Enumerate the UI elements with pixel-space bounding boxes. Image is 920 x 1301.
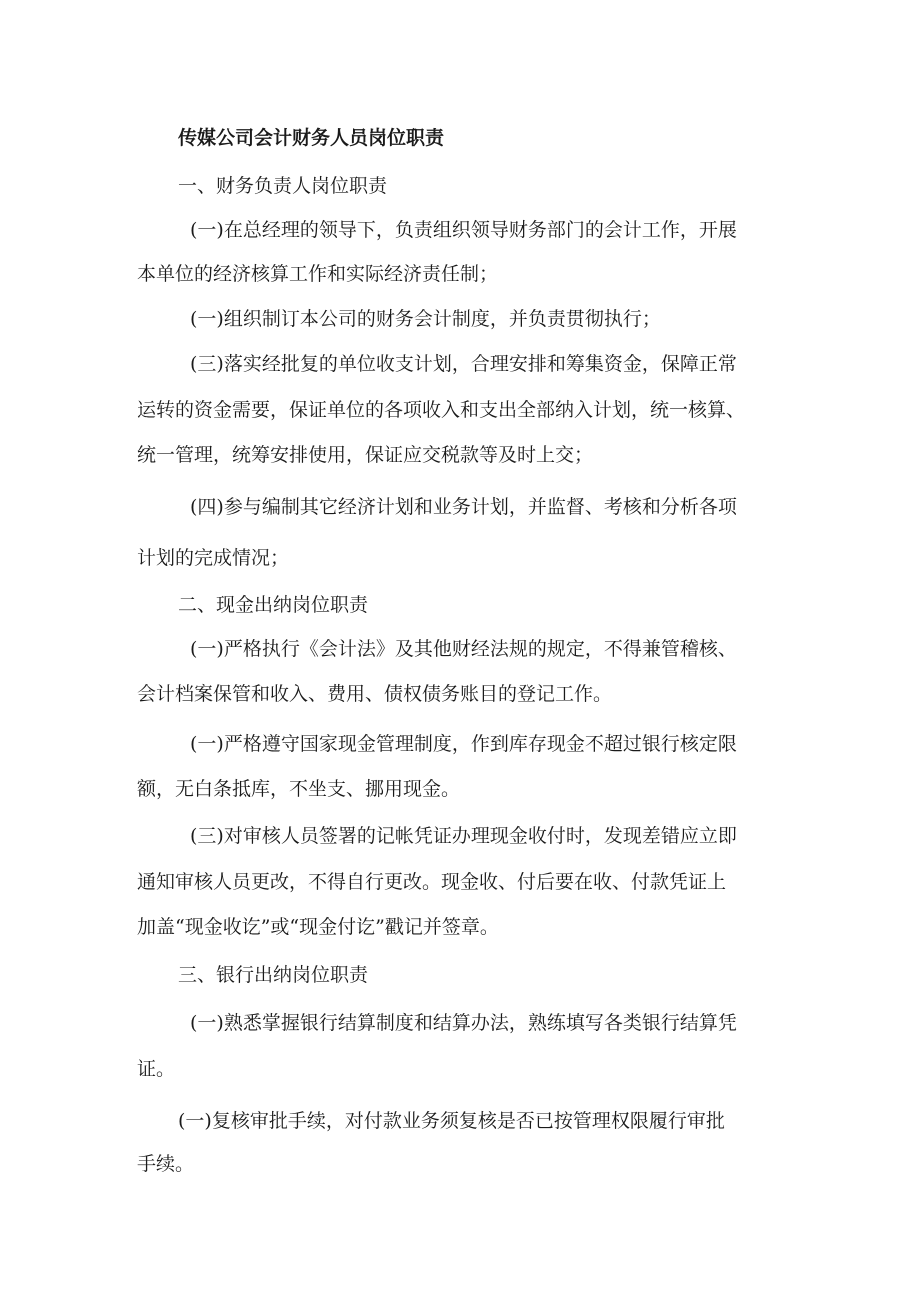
paragraph-line: 加盖“现金收讫”或“现金付讫”戳记并签章。 [137, 916, 499, 938]
document-title: 传媒公司会计财务人员岗位职责 [178, 127, 445, 149]
paragraph-line: (一)组织制订本公司的财务会计制度，并负责贯彻执行； [190, 308, 661, 330]
paragraph-line: 会计档案保管和收入、费用、债权债务账目的登记工作。 [137, 683, 613, 705]
paragraph-line: (一)严格遵守国家现金管理制度，作到库存现金不超过银行核定限 [190, 733, 737, 755]
section-heading: 二、现金出纳岗位职责 [178, 594, 369, 616]
paragraph-line: (一)在总经理的领导下，负责组织领导财务部门的会计工作，开展 [190, 219, 737, 241]
section-heading: 三、银行出纳岗位职责 [178, 964, 369, 986]
paragraph-line: 本单位的经济核算工作和实际经济责任制； [137, 263, 499, 285]
paragraph-line: 证。 [137, 1058, 176, 1080]
section-heading: 一、财务负责人岗位职责 [178, 175, 388, 197]
paragraph-line: (四)参与编制其它经济计划和业务计划，并监督、考核和分析各项 [190, 496, 737, 518]
paragraph-line: (三)对审核人员签署的记帐凭证办理现金收付时，发现差错应立即 [190, 825, 737, 847]
paragraph-line: 计划的完成情况； [137, 547, 290, 569]
paragraph-line: 额，无白条抵库，不坐支、挪用现金。 [137, 778, 461, 800]
paragraph-line: 手续。 [137, 1153, 195, 1175]
paragraph-line: 统一管理，统筹安排使用，保证应交税款等及时上交； [137, 444, 594, 466]
paragraph-line: (一)严格执行《会计法》及其他财经法规的规定，不得兼管稽核、 [190, 638, 737, 660]
paragraph-line: (一)熟悉掌握银行结算制度和结算办法，熟练填写各类银行结算凭 [190, 1012, 737, 1034]
paragraph-line: (三)落实经批复的单位收支计划，合理安排和筹集资金，保障正常 [190, 353, 737, 375]
paragraph-line: 通知审核人员更改，不得自行更改。现金收、付后要在收、付款凭证上 [137, 871, 727, 893]
paragraph-line: (一)复核审批手续，对付款业务须复核是否已按管理权限履行审批 [178, 1110, 725, 1132]
paragraph-line: 运转的资金需要，保证单位的各项收入和支出全部纳入计划，统一核算、 [137, 399, 746, 421]
